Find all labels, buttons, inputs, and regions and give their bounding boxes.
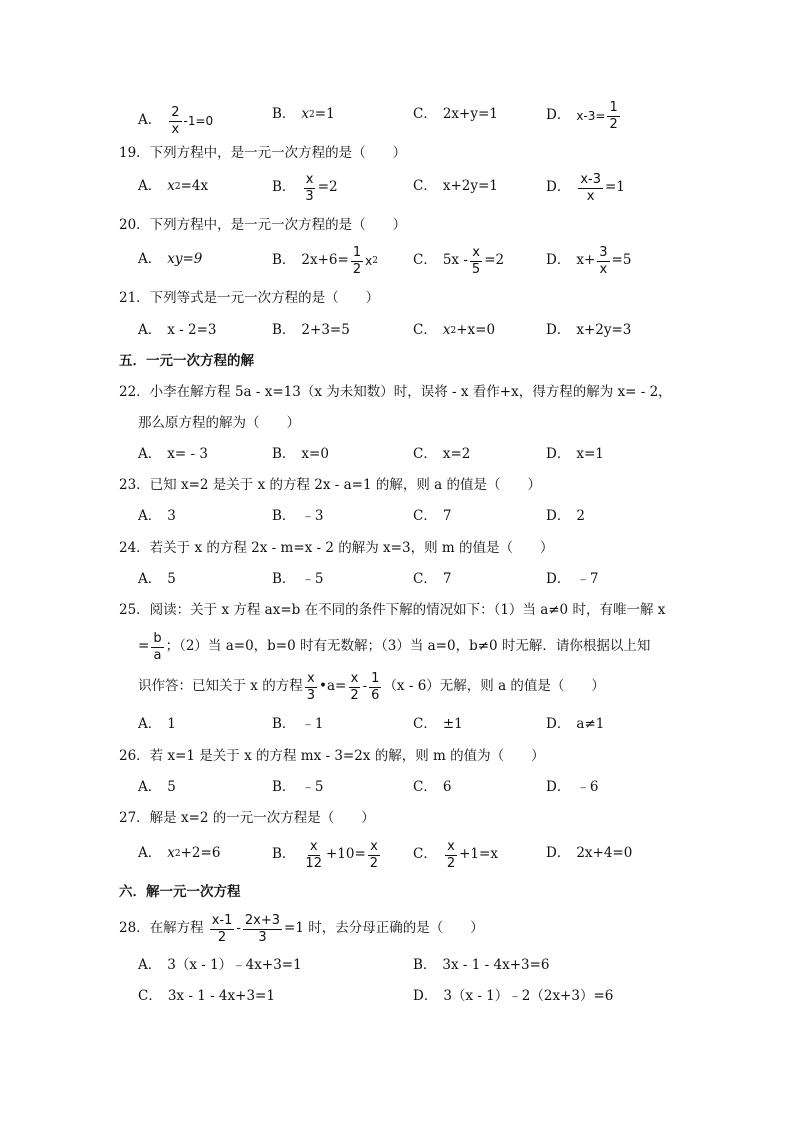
text-segment: ；（2）当 a=0，b=0 时有无数解；（3）当 a=0，b≠0 时无解．请你根据以上知: [165, 638, 651, 655]
option-label: D．: [546, 716, 571, 732]
denominator: x: [599, 261, 608, 277]
option-text: =1: [604, 179, 625, 196]
q25-option-a: [138, 718, 176, 732]
numerator: 1: [609, 100, 618, 115]
fraction: [169, 106, 181, 136]
option-text: 3（x - 1）﹣4x+3=1: [167, 957, 302, 973]
fraction: [303, 840, 324, 870]
numerator: 1: [352, 245, 362, 260]
option-label: C．: [413, 322, 437, 338]
denominator: 12: [305, 855, 322, 871]
denominator: 2: [609, 116, 618, 132]
option-text: x: [442, 322, 451, 338]
numerator: 2: [171, 105, 180, 120]
question-19-stem: 19．下列方程中，是一元一次方程的是（ ）: [119, 145, 407, 161]
question-23-stem: 23．已知 x=2 是关于 x 的方程 2x - a=1 的解，则 a 的值是（ ）: [119, 477, 541, 493]
option-label: C．: [413, 716, 437, 732]
q26-option-a: [138, 781, 176, 795]
q22-option-c: [413, 448, 470, 462]
q25-option-c: [413, 718, 463, 732]
question-21-stem: 21．下列等式是一元一次方程的是（ ）: [119, 290, 380, 306]
option-text: ﹣5: [301, 571, 324, 587]
fraction: [368, 840, 380, 870]
text-segment: （x - 6）无解，则 a 的值是（ ）: [383, 678, 605, 695]
numerator: x: [350, 671, 359, 686]
option-label: B．: [272, 779, 296, 795]
q22-option-a: [138, 448, 208, 462]
q24-option-c: [413, 573, 451, 587]
q23-option-a: [138, 510, 176, 524]
text-segment: =: [138, 638, 150, 655]
denominator: 5: [471, 261, 481, 277]
option-text: =4x: [180, 178, 209, 194]
q20-option-d: [546, 246, 631, 276]
question-22-line-1: 22．小李在解方程 5a - x=13（x 为未知数）时，误将 - x 看作+x，得方程的解为 x= - 2，: [119, 384, 672, 400]
q22-option-d: [546, 448, 604, 462]
q19-option-b: [272, 173, 338, 203]
option-text: =2: [317, 179, 338, 196]
option-label: C．: [413, 779, 437, 795]
text-segment: •a=: [318, 678, 347, 695]
q27-option-c: [413, 840, 498, 870]
text-segment: -: [362, 678, 368, 695]
option-label: C．: [413, 508, 437, 524]
option-text: x - 2=3: [167, 322, 217, 338]
q22-option-b: [272, 448, 329, 462]
fraction: [210, 914, 235, 944]
option-text: +10=: [325, 846, 366, 863]
option-text: 2x+y=1: [442, 106, 498, 122]
fraction: [470, 246, 482, 276]
option-label: D．: [546, 446, 571, 462]
denominator: 3: [305, 188, 314, 204]
q23-option-c: [413, 510, 451, 524]
option-text: 1: [167, 716, 176, 732]
option-text: +2=6: [180, 845, 221, 861]
text-segment: 28．在解方程: [119, 920, 204, 937]
q20-option-b: B． 2x+6= $\frac{1}{2}$ x 2: [272, 245, 378, 277]
option-label: B．: [272, 571, 296, 587]
numerator: x: [472, 245, 480, 260]
option-label: C．: [413, 106, 437, 122]
q21-option-a: [138, 324, 217, 338]
option-label: C．: [413, 446, 437, 462]
option-label: A．: [138, 251, 162, 267]
option-text: a≠1: [576, 716, 605, 732]
denominator: 2: [217, 929, 227, 945]
q26-option-c: [413, 781, 451, 795]
option-label: A．: [138, 446, 162, 462]
question-25-line-3: [138, 672, 605, 702]
q24-option-b: [272, 573, 324, 587]
option-text: 2+3=5: [301, 322, 350, 338]
fraction: [305, 672, 317, 702]
numerator: b: [153, 631, 162, 646]
q23-option-b: [272, 510, 324, 524]
q18-option-d: [546, 101, 622, 131]
option-text: ﹣5: [301, 779, 324, 795]
option-label: A．: [138, 112, 162, 129]
option-label: C．: [413, 178, 437, 194]
option-text: 2: [576, 508, 585, 524]
fraction: [348, 672, 360, 702]
option-text: ﹣1: [301, 716, 324, 732]
option-text: x: [167, 845, 175, 861]
numerator: x: [447, 839, 455, 854]
option-label: A．: [138, 508, 162, 524]
option-label: A．: [138, 779, 162, 795]
option-text: 3（x - 1）﹣2（2x+3）=6: [443, 988, 614, 1004]
question-22-line-2: 那么原方程的解为（ ）: [138, 415, 300, 431]
numerator: x: [306, 671, 315, 686]
q21-option-c: C． x 2 +x=0: [413, 322, 496, 338]
option-text: 3x - 1 - 4x+3=1: [167, 988, 275, 1004]
fraction: [151, 632, 163, 662]
option-label: B．: [272, 508, 296, 524]
q21-option-d: [546, 324, 631, 338]
q19-option-d: [546, 173, 625, 203]
q26-option-b: [272, 781, 324, 795]
numerator: 1: [371, 671, 380, 686]
option-label: B．: [413, 957, 437, 973]
fraction: [243, 914, 282, 944]
option-text: ±1: [442, 716, 463, 732]
denominator: 3: [306, 687, 315, 703]
fraction: [578, 173, 603, 203]
option-text: 2x+6=: [301, 252, 349, 269]
option-text: 5: [167, 779, 176, 795]
option-text: x=0: [301, 446, 329, 462]
option-text: 6: [442, 779, 452, 795]
q25-option-b: [272, 718, 324, 732]
fraction: [597, 246, 609, 276]
fraction: [445, 840, 457, 870]
denominator: 2: [352, 261, 362, 277]
option-label: B．: [272, 179, 296, 196]
option-label: A．: [138, 957, 162, 973]
option-label: B．: [272, 846, 296, 863]
q28-option-a: [138, 959, 302, 973]
option-label: D．: [546, 252, 571, 269]
option-label: A．: [138, 716, 162, 732]
option-text: 7: [442, 508, 452, 524]
q27-option-a: A． x 2 +2=6: [138, 845, 221, 861]
fraction: [607, 101, 619, 131]
option-text: xy=9: [167, 251, 203, 267]
numerator: x: [309, 839, 318, 854]
option-label: A．: [138, 322, 162, 338]
option-text: -1=0: [183, 114, 214, 129]
text-segment: -: [236, 920, 241, 937]
option-label: D．: [546, 107, 571, 124]
q28-option-d: [413, 990, 613, 1004]
option-text: 3x - 1 - 4x+3=6: [442, 957, 550, 973]
option-label: B．: [272, 716, 296, 732]
option-text: +1=x: [459, 846, 498, 863]
option-text: ﹣6: [576, 779, 599, 795]
option-text: ﹣3: [301, 508, 324, 524]
option-label: A．: [138, 845, 162, 861]
option-label: C．: [138, 988, 162, 1004]
question-25-line-1: 25．阅读：关于 x 方程 ax=b 在不同的条件下解的情况如下：（1）当 a≠0 时，有唯一解 x: [119, 602, 666, 618]
q20-option-c: [413, 246, 504, 276]
option-label: C．: [413, 252, 437, 269]
option-label: D．: [546, 779, 571, 795]
q27-option-b: [272, 840, 382, 870]
text-segment: =1 时，去分母正确的是（ ）: [284, 920, 484, 937]
option-label: D．: [546, 179, 571, 196]
option-text: 7: [442, 571, 452, 587]
denominator: 6: [371, 687, 380, 703]
denominator: a: [153, 647, 162, 663]
denominator: x: [171, 121, 180, 137]
option-text: x: [301, 106, 310, 122]
numerator: 2x+3: [244, 913, 281, 928]
option-text: +x=0: [456, 322, 496, 338]
q19-option-a: A． x 2 =4x: [138, 178, 209, 194]
option-text: 5: [167, 571, 176, 587]
denominator: 2: [369, 855, 379, 871]
section-heading: 六．解一元一次方程: [119, 884, 241, 900]
option-text: x+: [576, 252, 596, 269]
option-label: A．: [138, 571, 162, 587]
q23-option-d: [546, 510, 585, 524]
fraction: [351, 246, 363, 276]
option-label: B．: [272, 106, 296, 122]
question-20-stem: 20．下列方程中，是一元一次方程的是（ ）: [119, 217, 407, 233]
q20-option-a: [138, 253, 202, 267]
option-text: x=1: [576, 446, 604, 462]
q25-option-d: [546, 718, 604, 732]
numerator: 3: [599, 245, 608, 260]
q21-option-b: [272, 324, 350, 338]
option-text: x+2y=3: [576, 322, 632, 338]
question-25-line-2: [138, 632, 650, 662]
option-text: ﹣7: [576, 571, 599, 587]
option-text: =2: [484, 252, 505, 269]
option-text: 2x+4=0: [576, 845, 633, 861]
option-label: D．: [546, 845, 571, 861]
numerator: x: [370, 839, 378, 854]
q18-option-c: [413, 108, 498, 122]
option-label: C．: [413, 571, 437, 587]
denominator: x: [586, 188, 595, 204]
denominator: 3: [258, 929, 267, 945]
q19-option-c: [413, 180, 498, 194]
option-label: C．: [413, 846, 437, 863]
option-label: D．: [546, 322, 571, 338]
option-label: D．: [546, 571, 571, 587]
denominator: 2: [446, 855, 456, 871]
numerator: x-1: [211, 913, 233, 928]
option-label: D．: [413, 988, 438, 1004]
question-27-stem: 27．解是 x=2 的一元一次方程是（ ）: [119, 810, 375, 826]
option-text: 5x -: [442, 252, 468, 269]
numerator: x: [305, 172, 314, 187]
option-label: B．: [272, 322, 296, 338]
option-text: x+2y=1: [442, 178, 498, 194]
q24-option-a: [138, 573, 176, 587]
option-text: =1: [314, 106, 335, 122]
option-text: x: [365, 254, 373, 269]
question-24-stem: 24．若关于 x 的方程 2x - m=x - 2 的解为 x=3，则 m 的值是（ ）: [119, 540, 554, 556]
q18-option-b: B． x 2 =1: [272, 106, 335, 122]
option-label: D．: [546, 508, 571, 524]
section-heading: 五．一元一次方程的解: [119, 353, 254, 369]
option-text: =5: [611, 252, 632, 269]
fraction: [303, 173, 315, 203]
numerator: x-3: [580, 172, 601, 187]
q26-option-d: [546, 781, 598, 795]
option-label: A．: [138, 178, 162, 194]
option-text: x=2: [442, 446, 471, 462]
q18-option-a: [138, 106, 213, 136]
q28-option-c: [138, 990, 275, 1004]
fraction: [369, 672, 381, 702]
q27-option-d: [546, 847, 632, 861]
option-text: x-3=: [576, 109, 606, 124]
option-text: 3: [167, 508, 176, 524]
option-text: x: [167, 178, 175, 194]
text-segment: 识作答：已知关于 x 的方程: [138, 678, 303, 695]
option-label: B．: [272, 446, 296, 462]
q28-option-b: [413, 959, 550, 973]
question-28-stem: [119, 914, 484, 944]
q24-option-d: [546, 573, 598, 587]
question-26-stem: 26．若 x=1 是关于 x 的方程 mx - 3=2x 的解，则 m 的值为（ ）: [119, 748, 545, 764]
option-label: B．: [272, 252, 296, 269]
option-text: x= - 3: [167, 446, 208, 462]
denominator: 2: [350, 687, 359, 703]
